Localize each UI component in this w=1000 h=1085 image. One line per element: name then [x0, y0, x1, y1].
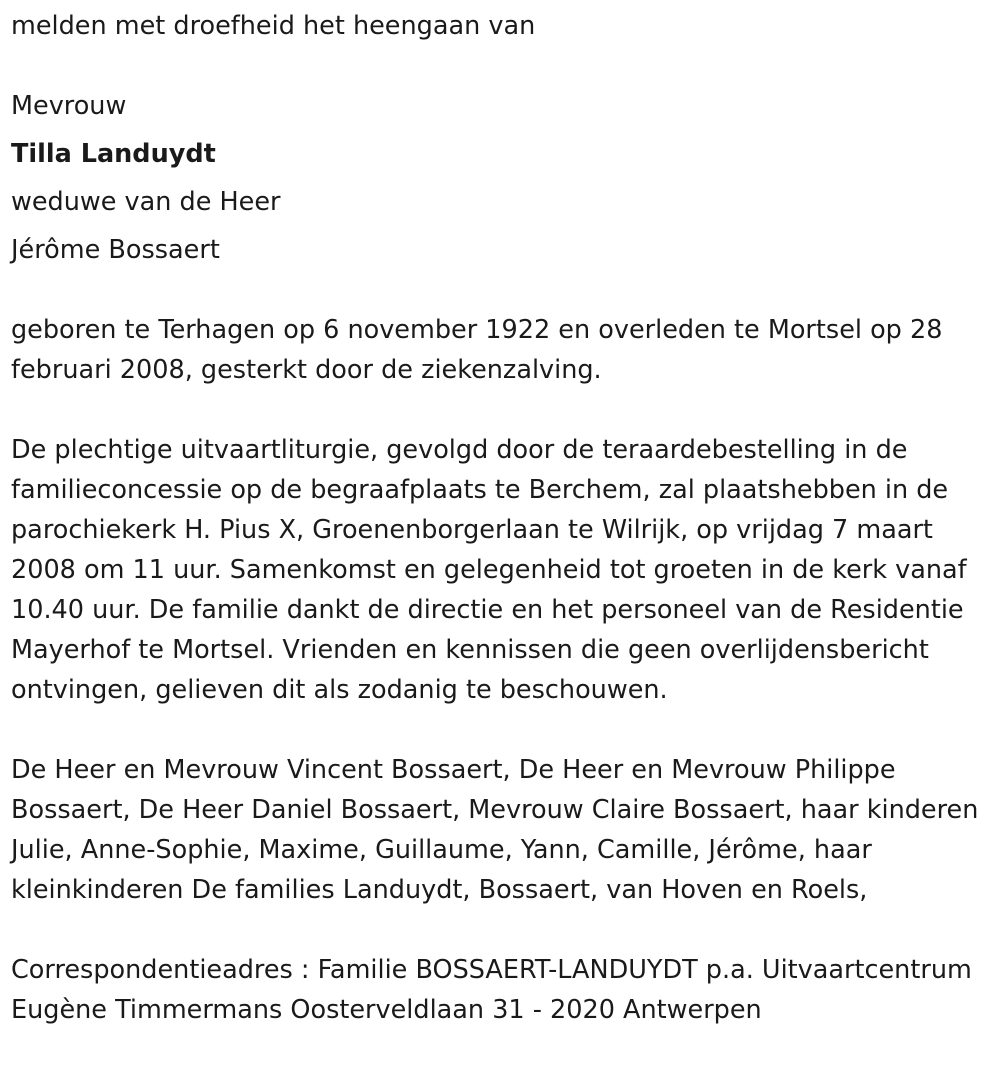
- deceased-relation: weduwe van de Heer: [11, 187, 281, 217]
- spouse-name: Jérôme Bossaert: [11, 235, 220, 265]
- deceased-title: Mevrouw: [11, 91, 127, 121]
- family-paragraph: De Heer en Mevrouw Vincent Bossaert, De Heer en Mevrouw Philippe Bossaert, De Heer Daniel Bossaert, Mevrouw Claire Bossaert, haar kinderen Julie, Anne-Sophie, Maxime, Guillaume, Yann, Camille, Jérôme, haar kleinkinderen De families Landuydt, Bossaert, van Hoven en Roels,: [11, 755, 979, 905]
- correspondence-paragraph: Correspondentieadres : Familie BOSSAERT-LANDUYDT p.a. Uitvaartcentrum Eugène Timmermans Oosterveldlaan 31 - 2020 Antwerpen: [11, 955, 972, 1025]
- intro-text: melden met droefheid het heengaan van: [11, 11, 536, 41]
- ceremony-paragraph: De plechtige uitvaartliturgie, gevolgd door de teraardebestelling in de familieconcessie op de begraafplaats te Berchem, zal plaatshebben in de parochiekerk H. Pius X, Groenenborgerlaan te Wilrijk, op vrijdag 7 maart 2008 om 11 uur. Samenkomst en gelegenheid tot groeten in de kerk vanaf 10.40 uur. De familie dankt de directie en het personeel van de Residentie Mayerhof te Mortsel. Vrienden en kennissen die geen overlijdensbericht ontvingen, gelieven dit als zodanig te beschouwen.: [11, 435, 967, 705]
- birth-death-paragraph: geboren te Terhagen op 6 november 1922 en overleden te Mortsel op 28 februari 2008, gesterkt door de ziekenzalving.: [11, 315, 943, 385]
- deceased-name: Tilla Landuydt: [11, 139, 216, 169]
